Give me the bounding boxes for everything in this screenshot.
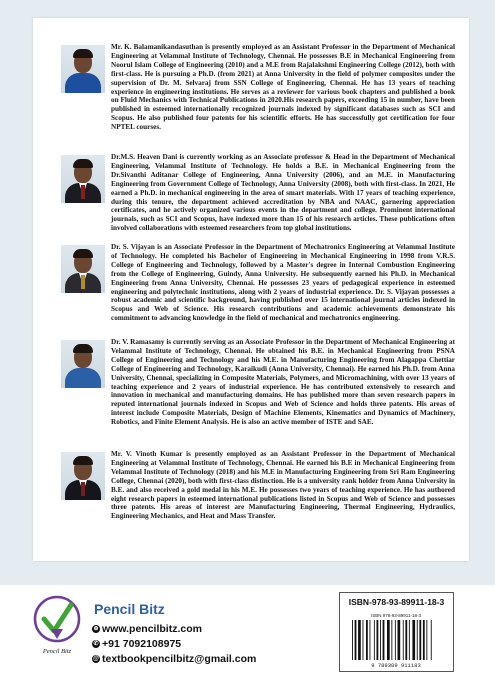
publisher-website[interactable]: www.pencilbitz.com <box>102 623 202 635</box>
publisher-phone-row[interactable] <box>92 638 181 650</box>
logo-text: Pencil Bitz <box>42 648 72 655</box>
author-shirt <box>65 73 101 93</box>
publisher-footer <box>0 585 495 695</box>
author-photo-2 <box>61 155 105 203</box>
isbn-label: ISBN-978-93-89911-18-3 <box>348 597 445 607</box>
barcode-digits: 9 789389 911183 <box>371 662 421 668</box>
author-bio-5 <box>61 450 455 521</box>
publisher-website-row[interactable] <box>92 623 202 635</box>
author-photo-4 <box>61 340 105 388</box>
author-bio-1 <box>61 43 455 132</box>
publisher-email-row[interactable] <box>92 653 256 665</box>
author-bio-2 <box>61 153 455 233</box>
author-bio-text-4: Dr. V. Ramasamy is currently serving as an Associate Professor in the Department of Mechanical Engineering at Velammal Institute of Technology, Chennai. He obtained his B.E. in Mechanical Engineering from PSNA College of Engineering and Technology and his M.E. in Manufacturing Engineering from Alagappa Chettiar College of Engineering and Technology, Karaikudi (Anna University, Chennai). He earned his Ph.D. from Anna University, Chennai, specializing in Composite Materials, Polymers, and Micromachining, with over 13 years of teaching experience and 2 years of industrial experience. He has contributed extensively to research and innovation in mechanical and manufacturing domains. He has published more than seven research papers in reputed international journals indexed in Scopus and Web of Science and holds three patents. His areas of interest include Composite Materials, Design of Machine Elements, Kinematics and Dynamics of Machinery, Robotics, and Finite Element Analysis. He is also an active member of ISTE and SAE. <box>111 338 455 427</box>
publisher-phone[interactable]: +91 7092108975 <box>102 638 182 650</box>
phone-icon: ✆ <box>93 641 99 647</box>
author-bio-text-5: Mr. V. Vinoth Kumar is presently employed as an Assistant Professor in the Department of Mechanical Engineering at Velammal Institute of Technology, Chennai. He earned his B.E in Mechanical Engineering from Velammal Institute of Technology (2018) and his M.E in Manufacturing Engineering from Sri Ram Engineering College, Chennai (2020), both with first-class distinction. He is a university rank holder from Anna University in B.E. and also received a gold medal in his M.E. He possesses two years of teaching experience. He has authored eight research papers in esteemed international publications listed in Scopus and Web of Science and possesses three patents. His areas of interest are Manufacturing Engineering, Thermal Engineering, Hydraulics, Engineering Mechanics, and Heat and Mass Transfer. <box>111 450 455 521</box>
author-bio-text-2: Dr.M.S. Heaven Dani is currently working as an Associate professor & Head in the Department of Mechanical Engineering, Velammal Institute of Technology. He holds a B.E. in Mechanical Engineering from the Dr.Sivanthi Aditanar College of Engineering, Anna University (2006), and an M.E. in Manufacturing Engineering from Government College of Technology, Anna University (2008), both with first-class. In 2021, He earned a Ph.D. in mechanical engineering in the area of smart materials. With 17 years of teaching experience, during this tenure, the department achieved accreditation by NBA and NAAC, garnering appreciation certificates, and he actively organized various events in the department and college. Prominent international journals, such as SCI and Scopus, have indexed more than 15 of his research articles. These publications often involved collaborations with esteemed researchers from top global institutions. <box>111 153 455 233</box>
barcode-icon <box>348 612 445 668</box>
author-bio-text-1: Mr. K. Balamanikandasuthan is presently employed as an Assistant Professor in the Department of Mechanical Engineering at Velammal Institute of Technology, Chennai. He possesses B.E in Mechanical Engineering from Noorul Islam College of Engineering (2010) and a M.E from Rajalakshmi Engineering College (2012), both with first-class. He is pursuing a Ph.D. (from 2021) at Anna University in the field of polymer composites under the supervision of Dr. M. Selvaraj from SSN College of Engineering, Chennai. He has 13 years of teaching experience in engineering institutions. He serves as a reviewer for various book chapters and published a book on Fluid Mechanics with Technical Publications in 2020.His research papers, exceeding 15 in number, have been published in esteemed internationally recognized journals indexed by significant databases such as SCI and Scopus. He also published four patents for his scientific efforts. He has successfully got certification for four NPTEL courses. <box>111 43 455 132</box>
author-photo-5 <box>61 452 105 500</box>
back-cover-page <box>33 18 469 561</box>
mail-icon: @ <box>93 656 99 662</box>
author-photo-3 <box>61 245 105 293</box>
publisher-email[interactable]: textbookpencilbitz@gmail.com <box>102 653 257 665</box>
pencil-bitz-logo-icon <box>31 593 83 659</box>
author-photo-1 <box>61 45 105 93</box>
barcode-top-text: ISBN 978-93-89911-18-3 <box>371 613 421 618</box>
author-bio-3 <box>61 243 455 323</box>
author-bio-text-3: Dr. S. Vijayan is an Associate Professor in the Department of Mechatronics Engineering at Velammal Institute of Technology. He completed his Bachelor of Engineering in Mechanical Engineering in 1998 from V.R.S. College of Engineering and Technology, followed by a Master's degree in Internal Combustion Engineering from the College of Engineering, Guindy, Anna University. He subsequently earned his Ph.D. in Mechanical Engineering from Anna University, Chennai. He possesses 23 years of pedagogical experience in esteemed engineering and polytechnic institutions, along with 2 years of industrial experience. Dr. S. Vijayan possesses a robust academic and scientific background, having published over 15 international journal articles indexed in Scopus and Web of Science. His research contributions and academic achievements demonstrate his commitment to advancing knowledge in the field of mechanical and mechatronics engineering. <box>111 243 455 323</box>
isbn-box <box>339 592 454 672</box>
author-bio-4 <box>61 338 455 427</box>
globe-icon: ⊕ <box>93 626 99 632</box>
publisher-brand: Pencil Bitz <box>94 601 165 617</box>
